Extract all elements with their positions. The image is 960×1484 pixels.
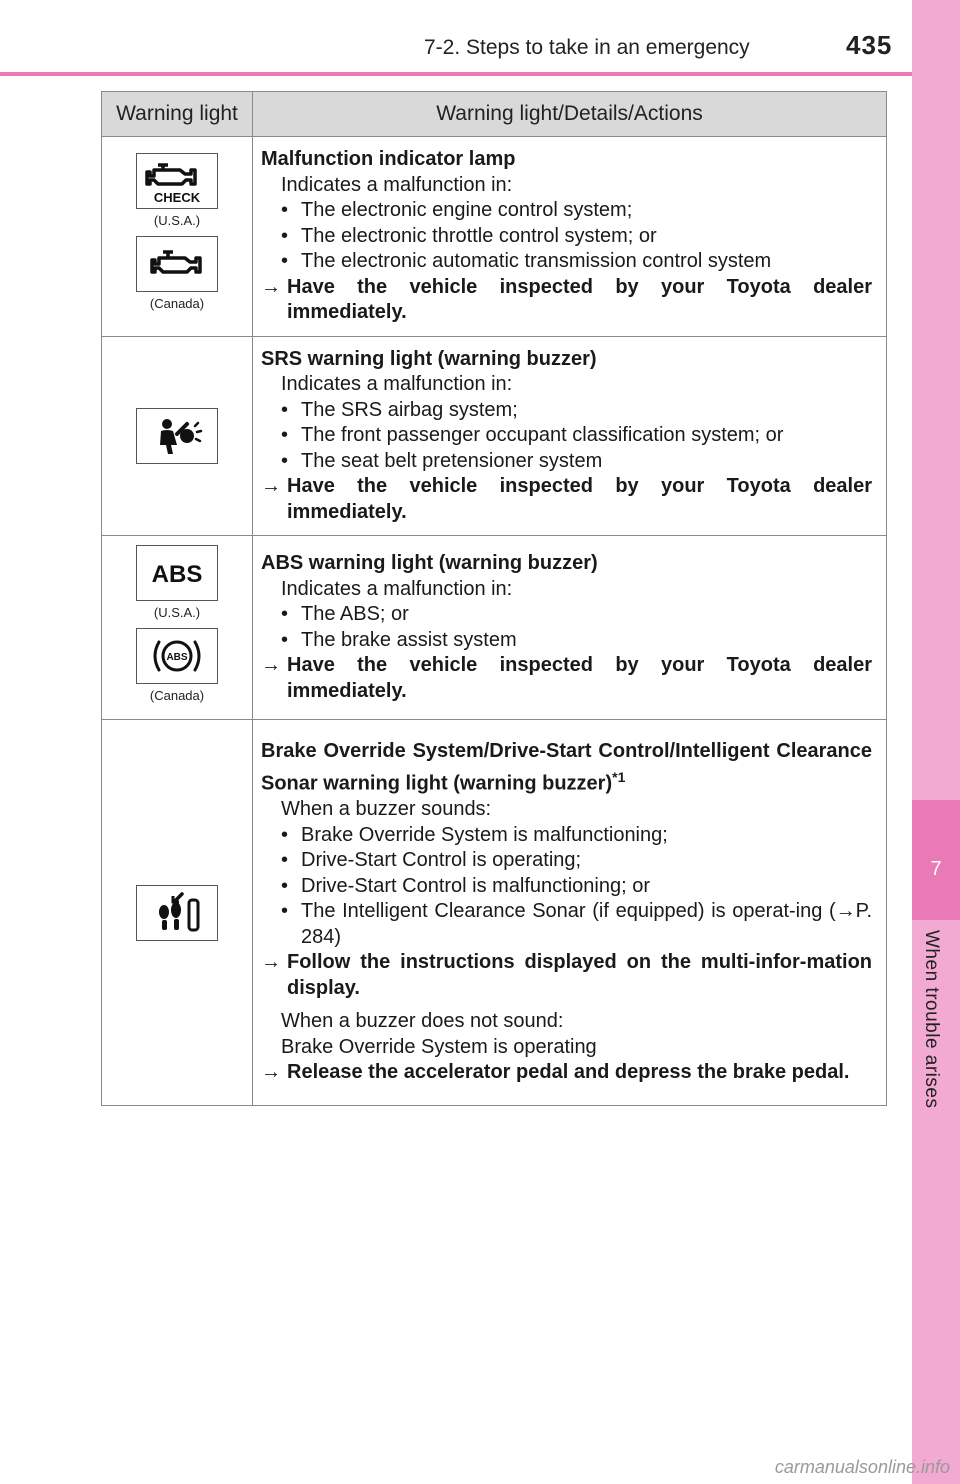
column-header-warning-light: Warning light xyxy=(102,92,253,137)
list-item: • The Intelligent Clearance Sonar (if equipped) is operat-ing (→P. 284) xyxy=(281,900,872,948)
column-header-details: Warning light/Details/Actions xyxy=(253,92,887,137)
table-row xyxy=(102,720,887,1106)
light-title: Brake Override System/Drive-Start Control/Intelligent Clearance Sonar warning light (warning buzzer)$^{*1}$ xyxy=(261,740,872,795)
section-title: 7-2. Steps to take in an emergency xyxy=(424,36,750,59)
action-text: → Follow the instructions displayed on the multi-infor-mation display. xyxy=(261,951,872,999)
arrow-icon: → xyxy=(261,654,281,676)
status-text: Brake Override System is operating xyxy=(281,1035,597,1058)
table-row xyxy=(102,137,887,337)
check-engine-icon xyxy=(136,153,218,209)
list-item: • The SRS airbag system; xyxy=(281,398,518,421)
warning-light-table xyxy=(101,91,887,1106)
details-cell xyxy=(253,720,887,1106)
icon-cell xyxy=(102,336,253,536)
arrow-icon: → xyxy=(261,1061,281,1084)
action-text: → Have the vehicle inspected by your Toyota dealer immediately. xyxy=(261,275,872,323)
list-item: • The seat belt pretensioner system xyxy=(281,449,603,472)
list-item: • Brake Override System is malfunctioning; xyxy=(281,823,668,846)
region-label-canada: (Canada) xyxy=(149,296,205,312)
action-text: → Have the vehicle inspected by your Toyota dealer immediately. xyxy=(261,475,872,523)
page-header xyxy=(0,0,912,72)
list-item: • The ABS; or xyxy=(281,603,409,625)
icon-cell xyxy=(102,137,253,337)
intro-text: Indicates a malfunction in: xyxy=(281,173,513,196)
svg-text:ABS: ABS xyxy=(151,560,203,588)
arrow-icon: → xyxy=(261,475,281,497)
intro-text: Indicates a malfunction in: xyxy=(281,373,513,395)
svg-text:CHECK: CHECK xyxy=(153,190,201,206)
chapter-number: 7 xyxy=(930,858,942,880)
arrow-icon: → xyxy=(261,951,281,974)
header-rule xyxy=(0,72,912,76)
abs-text-icon xyxy=(136,545,218,601)
region-label-canada: (Canada) xyxy=(149,687,205,703)
details-cell xyxy=(253,137,887,337)
list-item: • The electronic automatic transmission control system xyxy=(281,250,772,272)
table-row xyxy=(102,336,887,536)
details-cell xyxy=(253,536,887,720)
brake-override-icon xyxy=(136,885,218,941)
icon-cell xyxy=(102,536,253,720)
light-title: ABS warning light (warning buzzer) xyxy=(261,552,598,574)
chapter-title: When trouble arises xyxy=(921,930,942,1109)
table-header-row xyxy=(102,92,887,137)
table-row xyxy=(102,536,887,720)
srs-airbag-icon xyxy=(136,408,218,464)
arrow-icon: → xyxy=(261,275,281,298)
light-title: SRS warning light (warning buzzer) xyxy=(261,347,597,370)
action-text: → Have the vehicle inspected by your Toyota dealer immediately. xyxy=(261,654,872,702)
list-item: • The front passenger occupant classification system; or xyxy=(281,424,784,446)
svg-text:ABS: ABS xyxy=(166,651,188,663)
details-cell xyxy=(253,336,887,536)
list-item: • The brake assist system xyxy=(281,628,517,651)
intro-text: When a buzzer sounds: xyxy=(281,798,492,821)
intro-text-secondary: When a buzzer does not sound: xyxy=(281,1010,564,1033)
list-item: • The electronic throttle control system; or xyxy=(281,224,657,247)
abs-circle-icon xyxy=(136,628,218,684)
icon-cell xyxy=(102,720,253,1106)
footer-watermark: carmanualsonline.info xyxy=(774,1457,950,1477)
list-item: • Drive-Start Control is operating; xyxy=(281,849,582,872)
light-title: Malfunction indicator lamp xyxy=(261,148,516,170)
region-label-usa: (U.S.A.) xyxy=(153,213,201,229)
engine-icon xyxy=(136,236,218,292)
list-item: • The electronic engine control system; xyxy=(281,199,633,221)
list-item: • Drive-Start Control is malfunctioning; or xyxy=(281,874,651,897)
intro-text: Indicates a malfunction in: xyxy=(281,577,513,600)
chapter-side-tab xyxy=(912,0,960,1484)
action-text-secondary: → Release the accelerator pedal and depress the brake pedal. xyxy=(261,1060,872,1086)
region-label-usa: (U.S.A.) xyxy=(153,604,201,620)
page-number: 435 xyxy=(846,30,893,60)
